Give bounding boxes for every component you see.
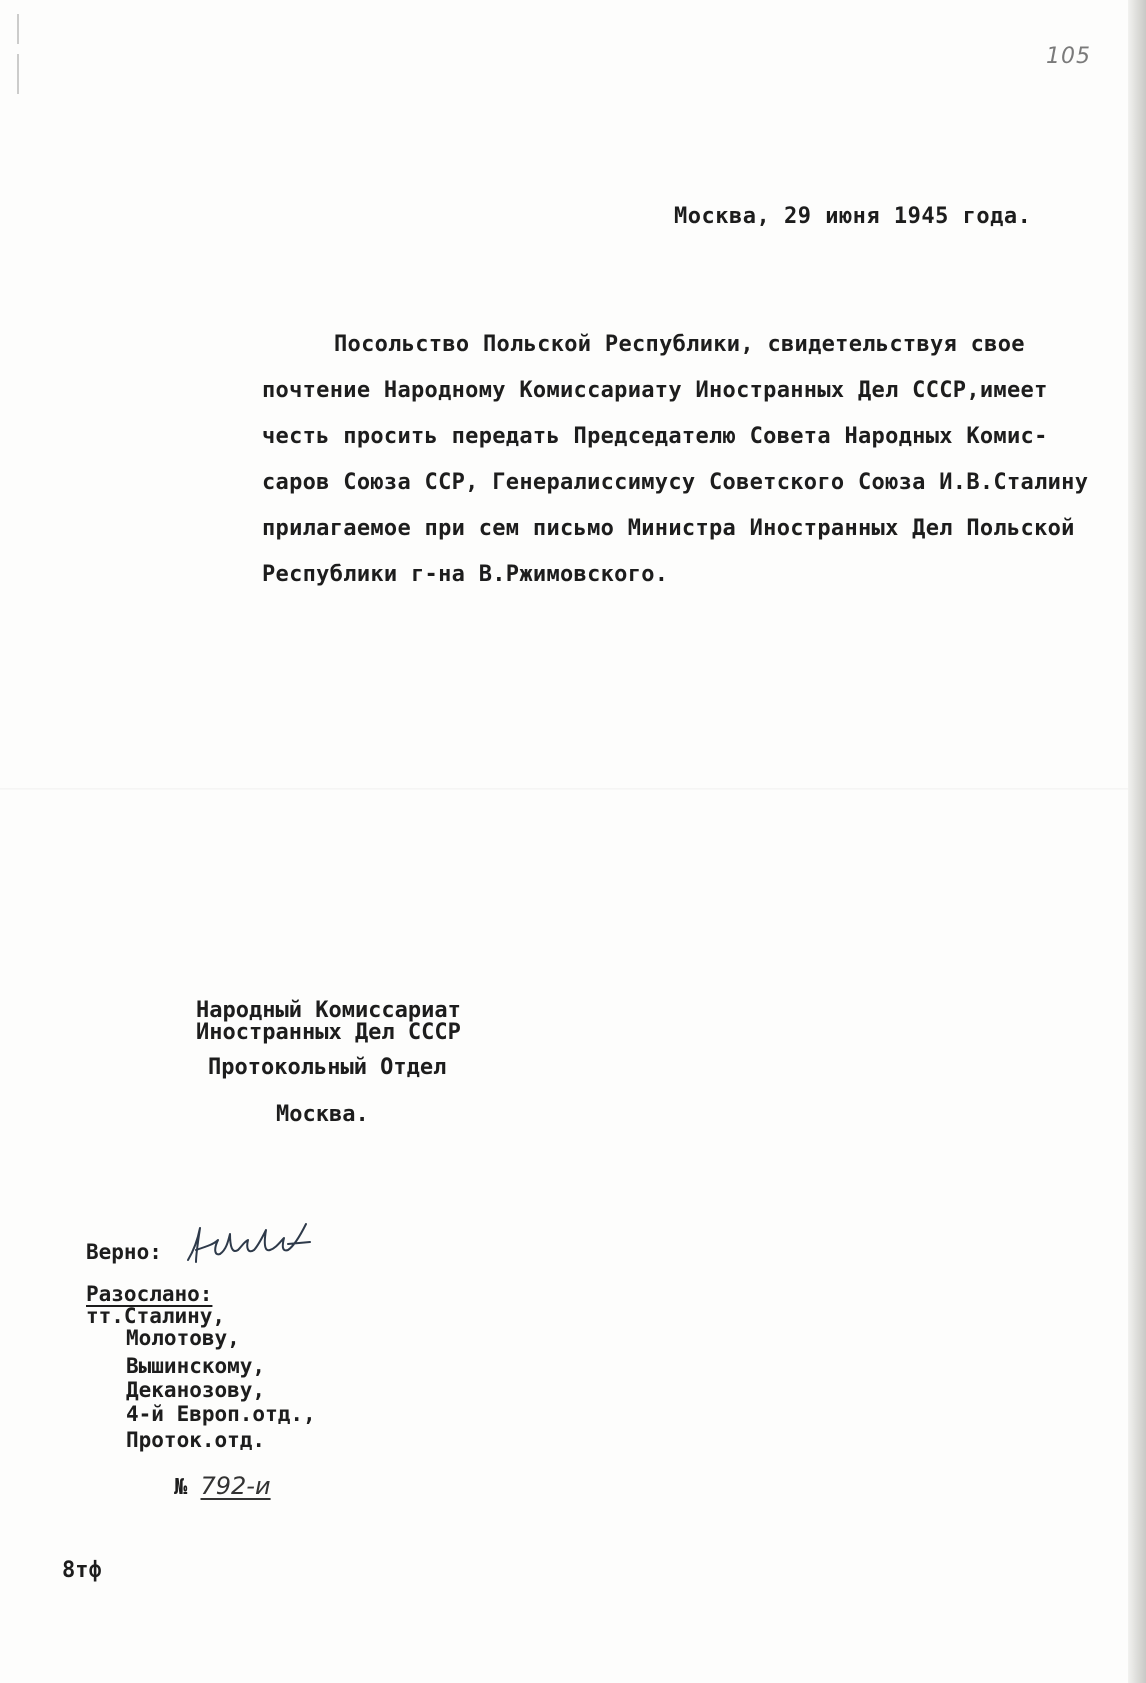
typist-code-mark: 8тф bbox=[62, 1558, 102, 1583]
addressee-line: Протокольный Отдел bbox=[208, 1055, 447, 1080]
registration-number bbox=[174, 1472, 271, 1500]
page-edge-shadow bbox=[1128, 0, 1146, 1683]
body-line: Республики г-на В.Ржимовского. bbox=[262, 562, 669, 587]
addressee-line: Москва. bbox=[276, 1102, 369, 1127]
distribution-recipient: 4-й Европ.отд., bbox=[126, 1402, 316, 1426]
distribution-recipient: тт.Сталину, bbox=[86, 1304, 226, 1328]
distribution-recipient: Вышинскому, bbox=[126, 1354, 266, 1378]
distribution-recipient: Проток.отд. bbox=[126, 1428, 266, 1452]
body-line: прилагаемое при сем письмо Министра Иностранных Дел Польской bbox=[262, 516, 1075, 541]
body-line: саров Союза ССР, Генералиссимусу Советского Союза И.В.Сталину bbox=[262, 470, 1089, 495]
addressee-line: Иностранных Дел СССР bbox=[196, 1020, 461, 1045]
verified-label: Верно: bbox=[86, 1240, 162, 1264]
body-line: почтение Народному Комиссариату Иностранных Дел СССР,имеет bbox=[262, 378, 1048, 403]
binding-hole-marks bbox=[14, 14, 26, 94]
distribution-recipient: Деканозову, bbox=[126, 1378, 266, 1402]
registration-prefix: № bbox=[174, 1475, 188, 1500]
archive-page-number: 105 bbox=[1046, 44, 1091, 69]
distribution-recipient: Молотову, bbox=[126, 1326, 240, 1350]
date-line: Москва, 29 июня 1945 года. bbox=[674, 204, 1032, 229]
registration-value: 792-и bbox=[200, 1472, 271, 1500]
fold-line bbox=[0, 788, 1128, 790]
addressee-line: Народный Комиссариат bbox=[196, 998, 461, 1023]
body-line: Посольство Польской Республики, свидетельствуя свое bbox=[334, 332, 1025, 357]
distribution-heading: Разослано: bbox=[86, 1282, 213, 1306]
body-line: честь просить передать Председателю Совета Народных Комис- bbox=[262, 424, 1048, 449]
handwritten-signature bbox=[184, 1220, 314, 1268]
